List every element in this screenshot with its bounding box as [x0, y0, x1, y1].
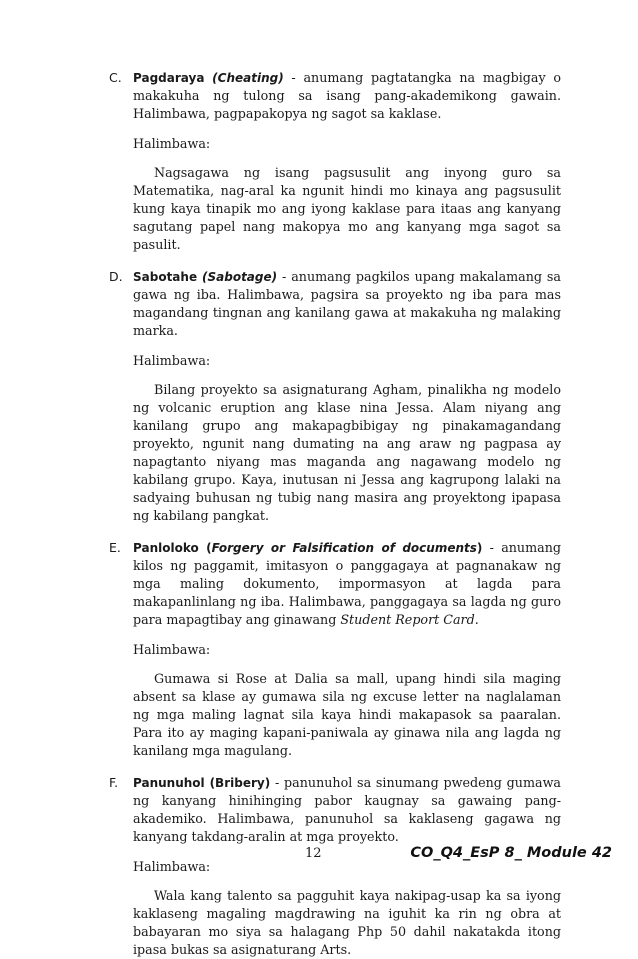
term-title: Panloloko ( [133, 541, 212, 555]
example-label: Halimbawa: [133, 136, 211, 151]
example-paragraph: Nagsagawa ng isang pagsusulit ang inyong guro sa Matematika, nag-aral ka ngunit hindi mo kinaya ang pagsusulit kung kaya tinapik mo ang iyong kaklase para itaas ang kanyang sagutang papel nang makopya mo ang kanyang mga sagot sa pasulit. [133, 165, 561, 252]
term-close-paren: ) [476, 541, 483, 555]
item-letter: D. [109, 269, 123, 284]
example-label: Halimbawa: [133, 353, 211, 368]
term-definition: - anumang kilos ng paggamit, imitasyon o panggagaya at pagnanakaw ng mga maling dokumento, impormasyon at lagda para makapanlinlang ng iba. Halimbawa, panggagaya sa lagda ng guro para mapagtibay ang ginawang [133, 540, 561, 627]
term-title: Panunuhol (Bribery) [133, 776, 271, 790]
example-label: Halimbawa: [133, 859, 211, 874]
term-title: Sabotahe [133, 270, 198, 284]
item-definition-paragraph [133, 774, 561, 846]
example-paragraph: Gumawa si Rose at Dalia sa mall, upang hindi sila maging absent sa klase ay gumawa sila ng excuse letter na naglalaman ng mga maling lagnat sila kaya hindi makapasok sa paaralan. Para ito ay maging kapani-paniwala ay ginawa nila ang lagda ng kanilang mga magulang. [133, 671, 561, 758]
term-definition: - anumang pagkilos upang makalamang sa gawa ng iba. Halimbawa, pagsira sa proyekto ng iba para mas magandang tingnan ang kanilang gawa at makakuha ng malaking marka. [133, 269, 561, 338]
term-english: Forgery or Falsification of documents [211, 541, 477, 555]
page-content [109, 69, 561, 959]
page-number: 12 [305, 846, 322, 861]
term-definition: - anumang pagtatangka na magbigay o makakuha ng tulong sa isang pang-akademikong gawain. Halimbawa, pagpapakopya ng sagot sa kaklase. [133, 70, 561, 121]
item-bribery [109, 774, 561, 846]
term-english: (Sabotage) [202, 270, 278, 284]
item-sabotage [109, 268, 561, 340]
item-letter: E. [109, 540, 121, 555]
item-cheating [109, 69, 561, 123]
term-definition: - panunuhol sa sinumang pwedeng gumawa ng kanyang hinihinging pabor kaugnay sa gawaing pang-akademiko. Halimbawa, panunuhol sa kaklaseng gagawa ng kanyang takdang-aralin at mga proyekto. [133, 775, 561, 844]
term-definition-emphasis: Student Report Card. [340, 612, 479, 627]
item-forgery [109, 539, 561, 629]
example-paragraph: Bilang proyekto sa asignaturang Agham, pinalikha ng modelo ng volcanic eruption ang klase nina Jessa. Alam niyang ang kanilang grupo ang makapagbibigay ng pinakamagandang proyekto, ngunit nang dumating na ang araw ng pagpasa ay napagtanto niyang mas maganda ang nagawang modelo ng kabilang grupo. Kaya, inutusan ni Jessa ang kagrupong lalaki na sadyaing buhusan ng tubig nang masira ang proyektong ipapasa ng kabilang pangkat. [133, 382, 561, 523]
example-paragraph: Wala kang talento sa pagguhit kaya nakipag-usap ka sa iyong kaklaseng magaling magdrawing na iguhit ka rin ng obra at babayaran mo siya sa halagang Php 50 dahil nakatakda itong ipasa bukas sa asignaturang Arts. [133, 888, 561, 957]
item-letter: F. [109, 775, 119, 790]
term-title: Pagdaraya [133, 71, 205, 85]
module-code: CO_Q4_EsP 8_ Module 42 [410, 845, 612, 861]
item-letter: C. [109, 70, 122, 85]
item-definition-paragraph [133, 539, 561, 629]
item-definition-paragraph [133, 69, 561, 123]
term-english: (Cheating) [212, 71, 284, 85]
item-definition-paragraph [133, 268, 561, 340]
example-label: Halimbawa: [133, 642, 211, 657]
